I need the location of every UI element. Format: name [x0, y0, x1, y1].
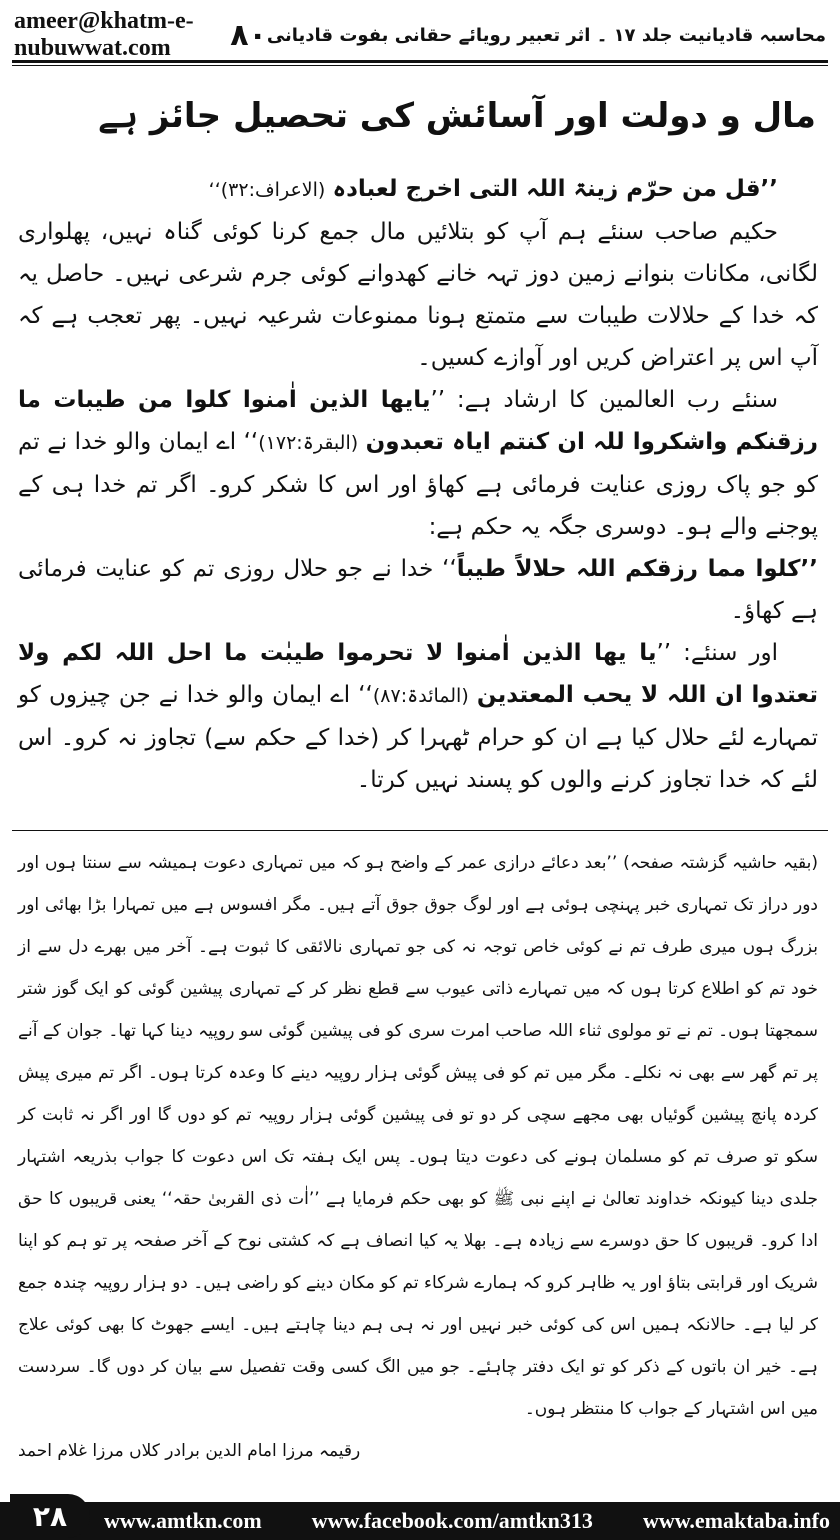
paragraph-lead: سنئے رب العالمین کا ارشاد ہے: ’’ — [430, 387, 778, 413]
signature-text: رقیمہ مرزا امام الدین برادر کلاں مرزا غلام احمد — [18, 1441, 361, 1461]
page-footer — [0, 1488, 840, 1540]
footer-link-amtkn[interactable]: www.amtkn.com — [104, 1508, 262, 1533]
paragraph: حکیم صاحب سنئے ہم آپ کو بتلائیں مال جمع کرنا کوئی گناہ نہیں، پھلواری لگانی، مکانات بنوانے زمین دوز تہہ خانے کھدوانے کوئی جرم شرعی نہیں۔ حاصل یہ کہ خدا کے حلالات طیبات سے متمتع ہونا ممنوعات شرعیہ نہیں۔ پھر تعجب ہے کہ آپ اس پر اعتراض کریں اور آوازے کسیں۔ — [18, 219, 818, 371]
footnote-text — [18, 842, 818, 1430]
paragraph — [18, 632, 818, 801]
footer-link-facebook[interactable]: www.facebook.com/amtkn313 — [311, 1508, 593, 1533]
paragraph — [18, 379, 818, 548]
paragraph-tail: ‘‘ خدا نے جو حلال روزی تم کو عنایت فرمائی ہے کھاؤ۔ — [18, 556, 818, 624]
paragraph-tail: ‘‘ اے ایمان والو خدا نے تم کو جو پاک روزی عنایت فرمائی ہے کھاؤ اور اس کا شکر کرو۔ اگر تم خدا ہی کے پوجنے والے ہو۔ دوسری جگہ یہ حکم ہے: — [18, 429, 818, 540]
section-heading: مال و دولت اور آسائش کی تحصیل جائز ہے — [98, 96, 816, 136]
page-number-badge: ۲۸ — [10, 1494, 90, 1538]
paragraph-tail: ‘‘ اے ایمان والو خدا نے جن چیزوں کو تمہارے لئے حلال کیا ہے ان کو حرام ٹھہرا کر (خدا کے حکم سے) تجاوز نہ کرو۔ اس لئے کہ خدا تجاوز کرنے والوں کو پسند نہیں کرتا۔ — [18, 682, 818, 793]
main-text — [18, 168, 818, 801]
verse-reference: (الاعراف:۳۲)‘‘ — [208, 179, 326, 201]
header-email: ameer@khatm-e-nubuwwat.com — [14, 8, 194, 61]
footnote-label: (بقیہ حاشیہ گزشتہ صفحہ) — [623, 853, 818, 873]
footer-links — [104, 1502, 830, 1540]
paragraph-lead: اور سنئے: ’’ — [656, 640, 779, 666]
paragraph — [18, 548, 818, 632]
verse-quote-1 — [18, 168, 818, 211]
verse-reference: (المائدۃ:۸۷) — [372, 685, 469, 707]
verse-reference: (البقرۃ:۱۷۲) — [258, 432, 359, 454]
footer-link-emaktaba[interactable]: www.emaktaba.info — [642, 1508, 830, 1533]
arabic-verse: یایھا الذین اٰمنوا کلوا من طیبات ما رزقنکم واشکروا للہ ان کنتم ایاہ تعبدون — [18, 387, 819, 455]
footnote-signature — [18, 1430, 818, 1472]
book-page-number: ٨٠ — [230, 17, 267, 53]
footnote — [18, 842, 818, 1472]
arabic-verse: ’’قل من حرّم زینۃ اللہ التی اخرج لعبادہ — [332, 176, 778, 202]
header-rule-thick — [12, 60, 828, 63]
footnote-rule — [12, 830, 828, 831]
page-header — [14, 8, 826, 61]
arabic-verse: یا یھا الذین اٰمنوا لا تحرموا طیبٰت ما احل اللہ لکم ولا تعتدوا ان اللہ لا یحب المعتدین — [18, 640, 818, 708]
footnote-body: ’’بعد دعائے درازی عمر کے واضح ہو کہ میں تمہاری دعوت ہمیشہ سے سنتا ہوں اور دور دراز تک تمہاری خبر پہنچی ہوئی ہے اور لوگ جوق جوق آتے ہیں۔ مگر افسوس ہے میں تمہارا بڑا بھائی اور بزرگ ہوں میری طرف تم نے کوئی خاص توجہ نہ کی جو تمہاری نالائقی کا ثبوت ہے۔ آخر میں بھرے دل سے از خود تم کو اطلاع کرتا ہوں کہ میں تمہارے ذاتی عیوب سے قطع نظر کر کے تمہاری پیشین گوئی کو ایک گوز شتر سمجھتا ہوں۔ تم نے تو مولوی ثناء اللہ صاحب امرت سری کو فی پیشین گوئی سو روپیہ دینا کہا تھا۔ جوان کے آنے پر تم گھر سے بھی نہ نکلے۔ مگر میں تم کو فی پیش گوئی ہزار روپیہ دینے کا وعدہ کرتا ہوں۔ اگر تم میری پیش کردہ پانچ پیشین گوئیاں بھی مجھے سچی کر دو تو فی پیشین گوئی ہزار روپیہ تم کو دوں گا اور اگر نہ ثابت کر سکو تو صرف تم کو مسلمان ہونے کی دعوت دیتا ہوں۔ پس ایک ہفتہ تک اس دعوت کا جواب بذریعہ اشتہار جلدی دینا کیونکہ خداوند تعالیٰ نے اپنے نبی ﷺ کو بھی حکم فرمایا ہے ’’اٰت ذی القربیٰ حقہ‘‘ یعنی قریبوں کا حق ادا کرو۔ قریبوں کا حق دوسرے سے زیادہ ہے۔ بھلا یہ کیا انصاف ہے کہ کشتی نوح کے آخر صفحہ پر تو ہم کو اپنا شریک اور قرابتی بتاؤ اور یہ ظاہر کرو کہ ہمارے شرکاء تم کو مکان دینے کو راضی ہیں۔ دو ہزار روپیہ چندہ جمع کر لیا ہے۔ حالانکہ ہمیں اس کی کوئی خبر نہیں اور نہ ہی ہم دینا چاہتے ہیں۔ ایسے جھوٹ کا بھی کوئی علاج ہے۔ خیر ان باتوں کے ذکر کو تو ایک دفتر چاہئے۔ جو میں الگ کسی وقت تفصیل سے بیان کر دوں گا۔ سردست میں اس اشتہار کے جواب کا منتظر ہوں۔ — [18, 853, 818, 1419]
header-rule-thin — [12, 65, 828, 66]
running-title: محاسبہ قادیانیت جلد ۱۷ ۔ اثر تعبیر رویائے حقانی بفوت قادیانی — [266, 24, 826, 46]
arabic-verse: ’’کلوا مما رزقکم اللہ حلالاً طیباً — [456, 556, 818, 582]
